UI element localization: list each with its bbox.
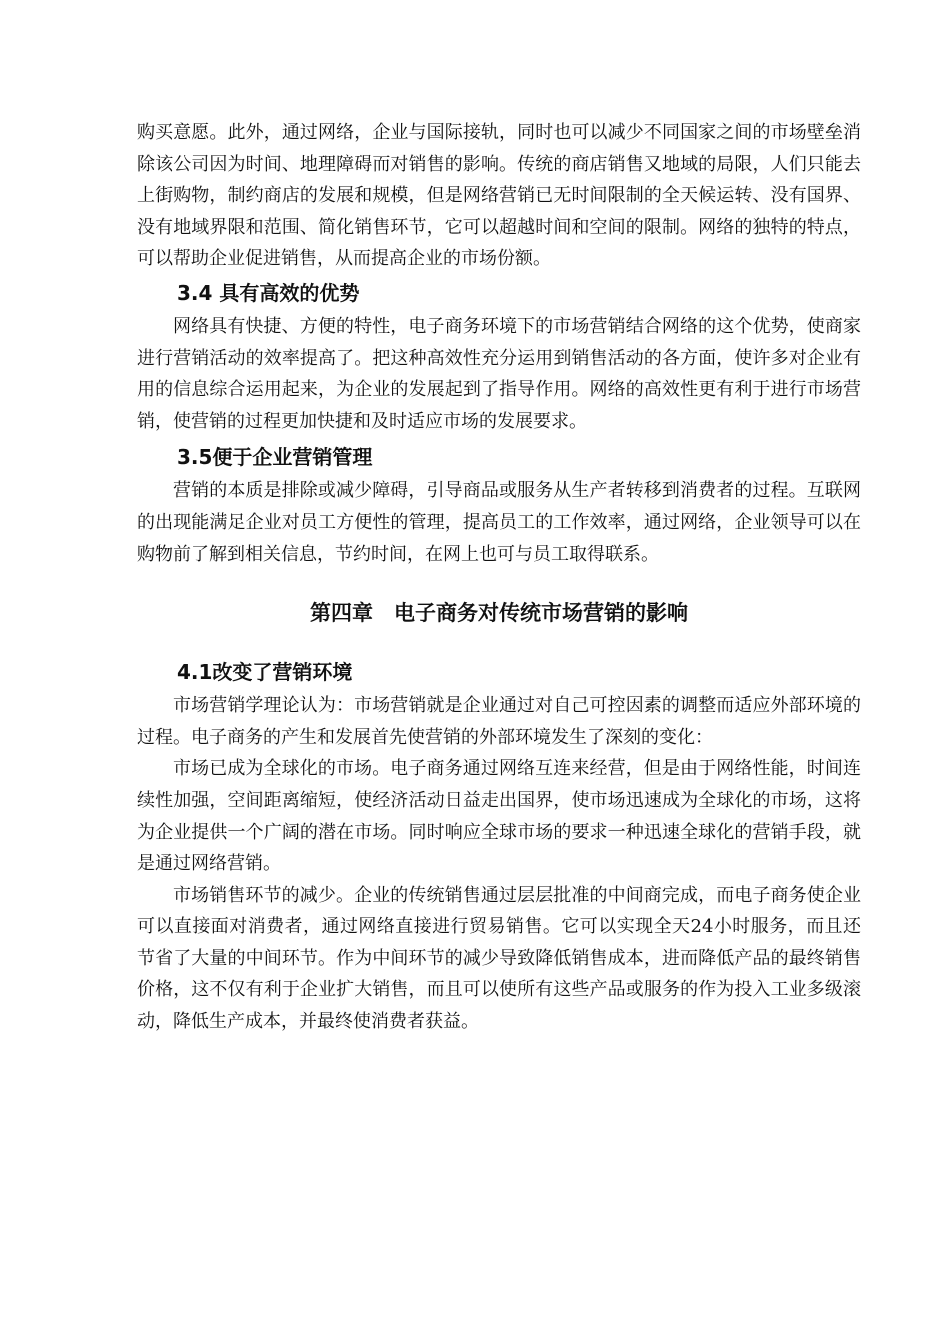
section-heading-4-1: 4.1改变了营销环境 xyxy=(177,660,353,685)
paragraph-fewer-sales-links: 市场销售环节的减少。企业的传统销售通过层层批准的中间商完成，而电子商务使企业可以直接面对消费者，通过网络直接进行贸易销售。它可以实现全天24小时服务，而且还节省了大量的中间环节。作为中间环节的减少导致降低销售成本，进而降低产品的最终销售价格，这不仅有利于企业扩大销售，而且可以使所有这些产品或服务的作为投入工业多级滚动，降低生产成本，并最终使消费者获益。 xyxy=(137,884,861,1033)
paragraph-management: 营销的本质是排除或减少障碍，引导商品或服务从生产者转移到消费者的过程。互联网的出现能满足企业对员工方便性的管理，提高员工的工作效率，通过网络，企业领导可以在购物前了解到相关信息，节约时间，在网上也可与员工取得联系。 xyxy=(137,480,861,565)
page-content xyxy=(137,117,861,1038)
section-heading-3-5: 3.5便于企业营销管理 xyxy=(177,445,373,470)
spacer xyxy=(137,631,861,654)
spacer xyxy=(137,570,861,595)
paragraph-sales-continuation: 购买意愿。此外，通过网络，企业与国际接轨，同时也可以减少不同国家之间的市场壁垒消除该公司因为时间、地理障碍而对销售的影响。传统的商店销售又地域的局限，人们只能去上街购物，制约商店的发展和规模，但是网络营销已无时间限制的全天候运转、没有国界、没有地域界限和范围、简化销售环节，它可以超越时间和空间的限制。网络的独特的特点，可以帮助企业促进销售，从而提高企业的市场份额。 xyxy=(137,122,861,270)
paragraph-global-market: 市场已成为全球化的市场。电子商务通过网络互连来经营，但是由于网络性能，时间连续性加强，空间距离缩短，使经济活动日益走出国界，使市场迅速成为全球化的市场，这将为企业提供一个广阔的潜在市场。同时响应全球市场的要求一种迅速全球化的营销手段，就是通过网络营销。 xyxy=(137,758,861,875)
paragraph-marketing-theory: 市场营销学理论认为：市场营销就是企业通过对自己可控因素的调整而适应外部环境的过程。电子商务的产生和发展首先使营销的外部环境发生了深刻的变化： xyxy=(137,695,861,748)
chapter-heading-4: 第四章 电子商务对传统市场营销的影响 xyxy=(310,601,688,626)
paragraph-efficiency: 网络具有快捷、方便的特性，电子商务环境下的市场营销结合网络的这个优势，使商家进行营销活动的效率提高了。把这种高效性充分运用到销售活动的各方面，使许多对企业有用的信息综合运用起来，为企业的发展起到了指导作用。网络的高效性更有利于进行市场营销，使营销的过程更加快捷和及时适应市场的发展要求。 xyxy=(137,315,861,432)
section-heading-3-4: 3.4 具有高效的优势 xyxy=(177,280,360,305)
